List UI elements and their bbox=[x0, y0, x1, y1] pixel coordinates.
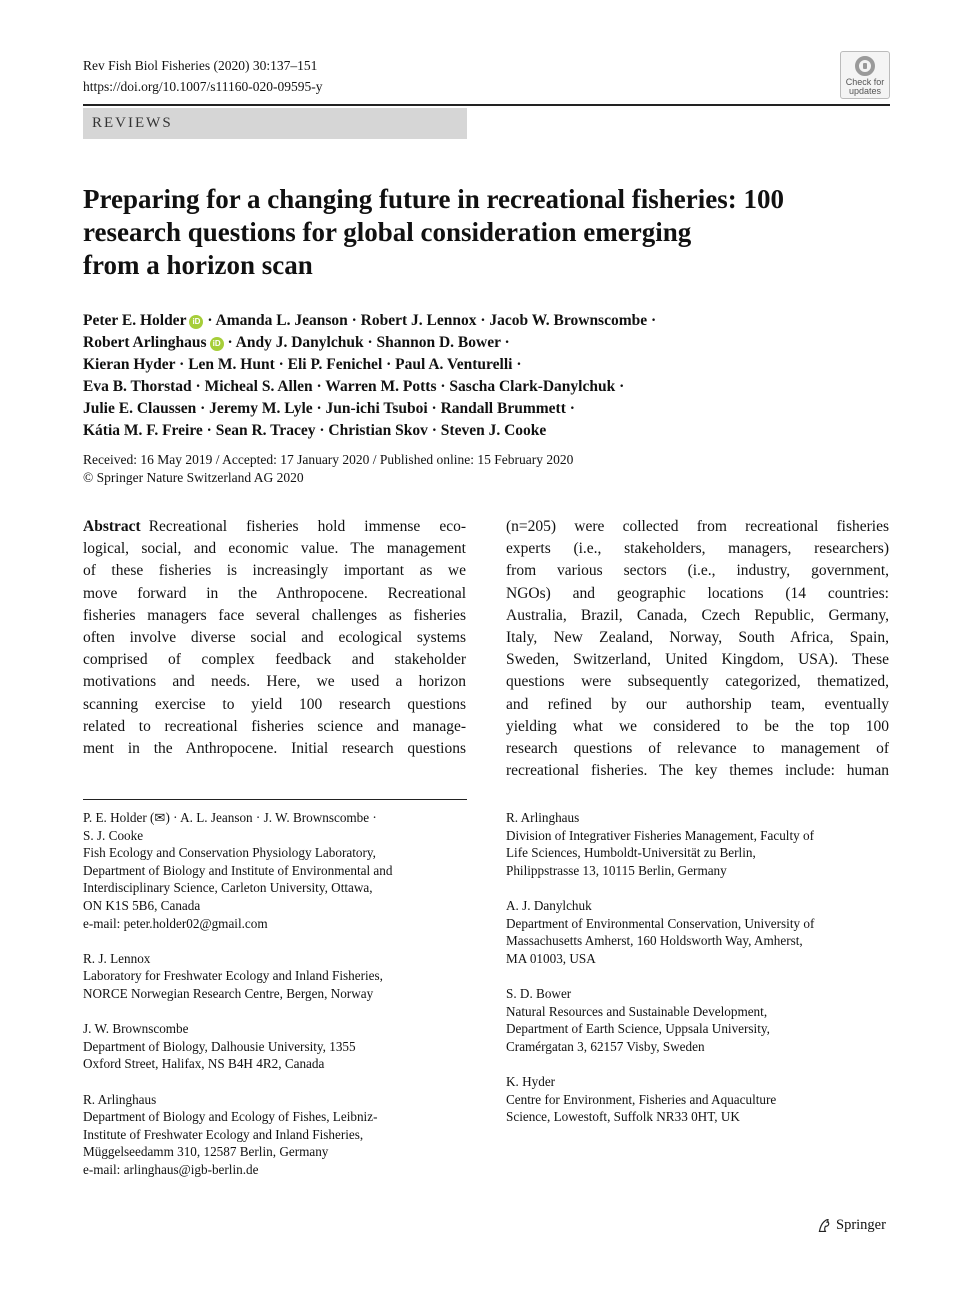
springer-horse-icon bbox=[816, 1217, 833, 1234]
affiliation-block bbox=[83, 809, 468, 932]
affiliation-line: Interdisciplinary Science, Carleton University, Ottawa, bbox=[83, 880, 373, 896]
abstract-line: comprised of complex feedback and stakeholder bbox=[83, 651, 466, 669]
affiliation-block bbox=[83, 1091, 468, 1179]
affiliation-block bbox=[83, 950, 468, 1003]
orcid-icon[interactable]: iD bbox=[189, 315, 203, 329]
abstract-line: related to recreational fisheries science and manage- bbox=[83, 717, 466, 735]
affiliation-line: NORCE Norwegian Research Centre, Bergen, Norway bbox=[83, 985, 374, 1001]
affiliation-block bbox=[83, 1020, 468, 1073]
affiliation-block bbox=[506, 985, 891, 1055]
affiliation-line: Department of Environmental Conservation, University of bbox=[506, 915, 815, 931]
abstract-line: NGOs) and geographic locations (14 countries: bbox=[506, 584, 889, 602]
abstract-line: Sweden, Switzerland, United Kingdom, USA). These bbox=[506, 651, 889, 669]
publisher-logo bbox=[816, 1215, 886, 1235]
affiliation-author: R. Arlinghaus bbox=[83, 1091, 157, 1107]
check-updates-icon bbox=[855, 56, 875, 76]
affiliation-line: Natural Resources and Sustainable Development, bbox=[506, 1003, 768, 1019]
affiliations-left bbox=[83, 809, 468, 1196]
affiliation-block bbox=[506, 897, 891, 967]
affiliation-author: R. J. Lennox bbox=[83, 950, 151, 966]
abstract-left-column bbox=[83, 516, 466, 760]
affiliation-line: Department of Biology and Ecology of Fishes, Leibniz- bbox=[83, 1109, 378, 1125]
affiliation-author: P. E. Holder (✉) · A. L. Jeanson · J. W. Brownscombe · bbox=[83, 810, 377, 825]
author-name[interactable]: Peter E. Holder bbox=[83, 312, 187, 329]
affiliation-line: Cramérgatan 3, 62157 Visby, Sweden bbox=[506, 1038, 705, 1054]
abstract-right-column bbox=[506, 516, 889, 782]
abstract-line: yielding what we considered to be the top 100 bbox=[506, 717, 889, 735]
check-for-updates-badge[interactable] bbox=[840, 51, 890, 99]
affiliation-line: Oxford Street, Halifax, NS B4H 4R2, Canada bbox=[83, 1056, 325, 1072]
abstract-line: Italy, New Zealand, Norway, South Africa, Spain, bbox=[506, 628, 889, 646]
affiliation-author: K. Hyder bbox=[506, 1073, 556, 1089]
article-title bbox=[83, 183, 843, 282]
abstract-line: from various sectors (i.e., industry, government, bbox=[506, 562, 889, 580]
affiliation-author: R. Arlinghaus bbox=[506, 810, 580, 825]
affiliations-right bbox=[506, 809, 891, 1143]
affiliation-line: S. J. Cooke bbox=[83, 827, 144, 843]
affiliation-line: Life Sciences, Humboldt-Universität zu Berlin, bbox=[506, 845, 756, 861]
affiliation-author: A. J. Danylchuk bbox=[506, 897, 592, 913]
affiliation-block bbox=[506, 809, 891, 879]
copyright-notice: © Springer Nature Switzerland AG 2020 bbox=[83, 470, 304, 485]
author-line: Eva B. Thorstad · Micheal S. Allen · Warren M. Potts · Sascha Clark-Danylchuk · bbox=[83, 378, 625, 395]
author-list bbox=[83, 310, 893, 442]
affiliation-line: Laboratory for Freshwater Ecology and Inland Fisheries, bbox=[83, 968, 383, 984]
publisher-name: Springer bbox=[836, 1217, 886, 1233]
title-line: from a horizon scan bbox=[83, 250, 313, 280]
affiliation-line: Massachusetts Amherst, 160 Holdsworth Way, Amherst, bbox=[506, 933, 803, 949]
title-line: research questions for global consideration emerging bbox=[83, 217, 692, 247]
affiliation-line: Science, Lowestoft, Suffolk NR33 0HT, UK bbox=[506, 1109, 740, 1125]
check-updates-label-1: Check for bbox=[845, 77, 885, 87]
abstract-line: and refined by our authorship team, eventually bbox=[506, 695, 889, 713]
abstract-line: questions were subsequently categorized, thematized, bbox=[506, 673, 889, 691]
abstract-line: experts (i.e., stakeholders, managers, researchers) bbox=[506, 540, 889, 558]
abstract-line: (n=205) were collected from recreational fisheries bbox=[506, 518, 889, 535]
author-line: Julie E. Claussen · Jeremy M. Lyle · Jun-ichi Tsuboi · Randall Brummett · bbox=[83, 400, 575, 417]
abstract-line: recreational fisheries. The key themes include: human bbox=[506, 762, 889, 780]
author-name[interactable]: Robert Arlinghaus bbox=[83, 334, 207, 351]
affiliation-line: Fish Ecology and Conservation Physiology Laboratory, bbox=[83, 845, 376, 861]
author-names: · Andy J. Danylchuk · Shannon D. Bower · bbox=[223, 334, 510, 351]
header-divider bbox=[83, 104, 890, 106]
email-address[interactable]: e-mail: peter.holder02@gmail.com bbox=[83, 915, 268, 931]
author-line: Kátia M. F. Freire · Sean R. Tracey · Christian Skov · Steven J. Cooke bbox=[83, 422, 547, 439]
title-line: Preparing for a changing future in recreational fisheries: 100 bbox=[83, 184, 784, 214]
author-line bbox=[83, 332, 893, 354]
abstract-line bbox=[83, 516, 466, 538]
affiliation-line: Philippstrasse 13, 10115 Berlin, Germany bbox=[506, 862, 727, 878]
abstract-heading: Abstract bbox=[83, 518, 141, 535]
affiliation-author: J. W. Brownscombe bbox=[83, 1021, 189, 1037]
date-history: Received: 16 May 2019 / Accepted: 17 January 2020 / Published online: 15 February 2020 bbox=[83, 452, 574, 467]
author-line: Kieran Hyder · Len M. Hunt · Eli P. Fenichel · Paul A. Venturelli · bbox=[83, 356, 522, 373]
abstract-line: ment in the Anthropocene. Initial research questions bbox=[83, 739, 466, 757]
abstract-text: Recreational fisheries hold immense eco- bbox=[148, 518, 466, 535]
publication-dates bbox=[83, 451, 573, 487]
abstract-line: motivations and needs. Here, we used a horizon bbox=[83, 673, 466, 691]
affiliation-author: S. D. Bower bbox=[506, 985, 572, 1001]
doi-link[interactable]: https://doi.org/10.1007/s11160-020-09595-y bbox=[83, 79, 323, 94]
author-names: · Amanda L. Jeanson · Robert J. Lennox · Jacob W. Brownscombe · bbox=[203, 312, 657, 329]
section-label: REVIEWS bbox=[83, 108, 467, 139]
affiliation-line: MA 01003, USA bbox=[506, 950, 596, 966]
author-line bbox=[83, 310, 893, 332]
abstract-line: logical, social, and economic value. The management bbox=[83, 540, 466, 558]
affiliation-line: Department of Biology and Institute of Environmental and bbox=[83, 862, 393, 878]
affiliation-line: Institute of Freshwater Ecology and Inland Fisheries, bbox=[83, 1126, 364, 1142]
footnote-divider bbox=[83, 799, 467, 800]
affiliation-block bbox=[506, 1073, 891, 1126]
affiliation-line: Department of Biology, Dalhousie University, 1355 bbox=[83, 1038, 356, 1054]
abstract-line: move forward in the Anthropocene. Recreational bbox=[83, 584, 466, 602]
affiliation-line: ON K1S 5B6, Canada bbox=[83, 897, 201, 913]
orcid-icon[interactable]: iD bbox=[210, 337, 224, 351]
check-updates-label-2: updates bbox=[848, 86, 882, 96]
abstract-line: research questions of relevance to management of bbox=[506, 739, 889, 757]
abstract-line: fisheries managers face several challenges as fisheries bbox=[83, 606, 466, 624]
abstract-line: often involve diverse social and ecological systems bbox=[83, 628, 466, 646]
abstract-line: scanning exercise to yield 100 research questions bbox=[83, 695, 466, 713]
journal-citation: Rev Fish Biol Fisheries (2020) 30:137–151 bbox=[83, 58, 318, 73]
affiliation-line: Division of Integrativer Fisheries Management, Faculty of bbox=[506, 827, 815, 843]
affiliation-line: Centre for Environment, Fisheries and Aquaculture bbox=[506, 1091, 777, 1107]
abstract-line: Australia, Brazil, Canada, Czech Republic, Germany, bbox=[506, 606, 889, 624]
affiliation-line: Department of Earth Science, Uppsala University, bbox=[506, 1021, 770, 1037]
affiliation-line: Müggelseedamm 310, 12587 Berlin, Germany bbox=[83, 1144, 329, 1160]
abstract-line: of these fisheries is increasingly important as we bbox=[83, 562, 466, 580]
email-address[interactable]: e-mail: arlinghaus@igb-berlin.de bbox=[83, 1161, 259, 1177]
